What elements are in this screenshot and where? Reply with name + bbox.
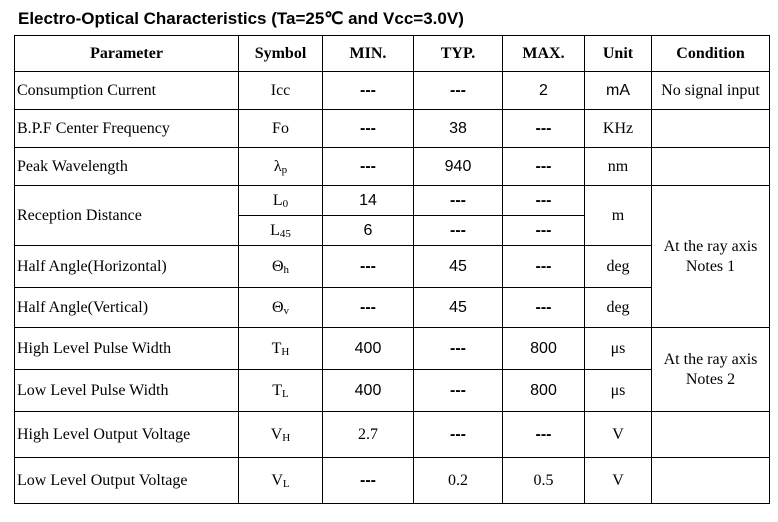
param-cell: Low Level Output Voltage (15, 458, 239, 504)
min-cell: 14 (323, 186, 414, 216)
param-cell: High Level Output Voltage (15, 412, 239, 458)
electro-optical-table (14, 35, 770, 504)
min-cell: --- (323, 148, 414, 186)
min-cell: --- (323, 458, 414, 504)
symbol-sub: H (282, 431, 291, 444)
symbol-sub: h (283, 263, 290, 276)
param-cell: B.P.F Center Frequency (15, 110, 239, 148)
condition-cell (652, 458, 770, 504)
min-cell: 2.7 (323, 412, 414, 458)
max-cell: 800 (503, 328, 585, 370)
min-cell: 400 (323, 370, 414, 412)
typ-cell: --- (414, 412, 503, 458)
symbol-cell (239, 216, 323, 246)
symbol-cell (239, 148, 323, 186)
typ-cell: --- (414, 186, 503, 216)
header-symbol: Symbol (239, 36, 323, 72)
unit-cell: nm (585, 148, 652, 186)
condition-line: Notes 1 (685, 257, 736, 275)
row-high-level-output-voltage (15, 412, 770, 458)
symbol-main: T (271, 339, 282, 357)
param-cell: Half Angle(Horizontal) (15, 246, 239, 288)
min-cell: --- (323, 72, 414, 110)
typ-cell: 45 (414, 246, 503, 288)
max-cell: --- (503, 288, 585, 328)
min-cell: --- (323, 110, 414, 148)
param-cell: Low Level Pulse Width (15, 370, 239, 412)
symbol-cell (239, 370, 323, 412)
symbol-main: Θ (271, 257, 284, 275)
unit-cell: deg (585, 288, 652, 328)
condition-line: At the ray axis (663, 237, 758, 255)
unit-cell: m (585, 186, 652, 246)
header-unit: Unit (585, 36, 652, 72)
symbol-cell (239, 186, 323, 216)
typ-cell: 45 (414, 288, 503, 328)
condition-cell (652, 110, 770, 148)
row-low-level-output-voltage (15, 458, 770, 504)
param-cell: High Level Pulse Width (15, 328, 239, 370)
condition-line: Notes 2 (685, 370, 736, 388)
max-cell: --- (503, 186, 585, 216)
max-cell: --- (503, 148, 585, 186)
param-cell: Consumption Current (15, 72, 239, 110)
typ-cell: --- (414, 216, 503, 246)
symbol-main: L (272, 191, 283, 209)
param-cell: Peak Wavelength (15, 148, 239, 186)
max-cell: --- (503, 412, 585, 458)
symbol-cell (239, 412, 323, 458)
symbol-sub: 45 (279, 227, 291, 240)
header-condition: Condition (652, 36, 770, 72)
header-min: MIN. (323, 36, 414, 72)
typ-cell: 940 (414, 148, 503, 186)
max-cell: --- (503, 246, 585, 288)
header-parameter: Parameter (15, 36, 239, 72)
condition-cell (652, 148, 770, 186)
row-consumption-current (15, 72, 770, 110)
symbol-cell (239, 328, 323, 370)
header-row (15, 36, 770, 72)
condition-line: At the ray axis (663, 350, 758, 368)
param-cell: Reception Distance (15, 186, 239, 246)
max-cell: --- (503, 216, 585, 246)
symbol-cell (239, 246, 323, 288)
header-max: MAX. (503, 36, 585, 72)
min-cell: --- (323, 288, 414, 328)
header-typ: TYP. (414, 36, 503, 72)
symbol-sub: L (282, 387, 289, 400)
unit-cell: deg (585, 246, 652, 288)
symbol-main: V (270, 425, 283, 443)
unit-cell: μs (585, 370, 652, 412)
typ-cell: --- (414, 328, 503, 370)
row-reception-distance-l0 (15, 186, 770, 216)
symbol-sub: 0 (282, 197, 289, 210)
min-cell: 6 (323, 216, 414, 246)
symbol-main: Θ (271, 298, 284, 316)
symbol-sub: H (281, 345, 290, 358)
row-bpf-center-frequency (15, 110, 770, 148)
unit-cell: μs (585, 328, 652, 370)
symbol-cell (239, 288, 323, 328)
max-cell: 0.5 (503, 458, 585, 504)
symbol-sub: p (281, 163, 288, 176)
page-title: Electro-Optical Characteristics (Ta=25℃ and Vcc=3.0V) (18, 9, 464, 28)
symbol-main: T (272, 381, 283, 399)
unit-cell: mA (585, 72, 652, 110)
symbol-main: L (270, 221, 280, 239)
max-cell: 2 (503, 72, 585, 110)
condition-cell-half-angle (652, 186, 770, 328)
param-cell: Half Angle(Vertical) (15, 288, 239, 328)
min-cell: 400 (323, 328, 414, 370)
symbol-cell (239, 458, 323, 504)
unit-cell: V (585, 412, 652, 458)
symbol-sub: L (282, 477, 290, 490)
condition-cell-pulse-width (652, 328, 770, 412)
unit-cell: KHz (585, 110, 652, 148)
symbol-main: V (271, 471, 283, 489)
row-peak-wavelength (15, 148, 770, 186)
condition-cell: No signal input (652, 72, 770, 110)
max-cell: 800 (503, 370, 585, 412)
symbol-main: λ (273, 157, 282, 175)
typ-cell: 0.2 (414, 458, 503, 504)
condition-cell (652, 412, 770, 458)
unit-cell: V (585, 458, 652, 504)
typ-cell: --- (414, 72, 503, 110)
typ-cell: 38 (414, 110, 503, 148)
min-cell: --- (323, 246, 414, 288)
symbol-cell: Fo (239, 110, 323, 148)
symbol-sub: v (283, 304, 290, 317)
max-cell: --- (503, 110, 585, 148)
symbol-cell: Icc (239, 72, 323, 110)
typ-cell: --- (414, 370, 503, 412)
row-high-level-pulse-width (15, 328, 770, 370)
